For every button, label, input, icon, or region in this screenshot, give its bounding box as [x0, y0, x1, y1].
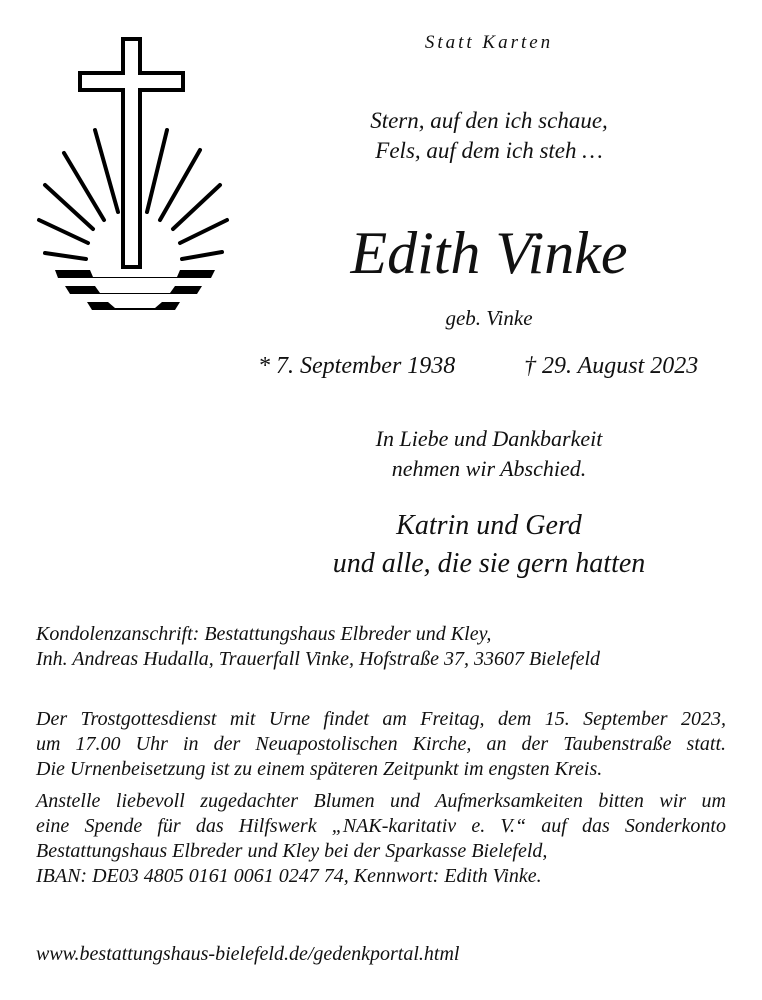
death-date: † 29. August 2023: [524, 353, 699, 379]
deceased-name: Edith Vinke: [350, 220, 628, 286]
service-line-2: um 17.00 Uhr in der Neuapostolischen Kirche, an der Taubenstraße statt.: [36, 733, 726, 755]
donation-line-3: Bestattungshaus Elbreder und Kley bei der Sparkasse Bielefeld,: [36, 840, 548, 862]
donation-line-1: Anstelle liebevoll zugedachter Blumen und Aufmerksamkeiten bitten wir um: [36, 790, 726, 812]
statt-karten: Statt Karten: [424, 32, 554, 53]
service-line-3: Die Urnenbeisetzung ist zu einem späteren Zeitpunkt im engsten Kreis.: [36, 758, 603, 780]
mourners-line-1: Katrin und Gerd: [396, 510, 582, 541]
donation-line-4: IBAN: DE03 4805 0161 0061 0247 74, Kennwort: Edith Vinke.: [36, 865, 542, 887]
mourners-line-2: und alle, die sie gern hatten: [332, 548, 646, 579]
donation-line-2: eine Spende für das Hilfswerk „NAK-karitativ e. V.“ auf das Sonderkonto: [36, 815, 726, 837]
cross-sun-logo-icon: [30, 30, 250, 320]
farewell-line-1: In Liebe und Dankbarkeit: [375, 426, 603, 451]
verse-line-1: Stern, auf den ich schaue,: [370, 108, 608, 133]
condolence-line-1: Kondolenzanschrift: Bestattungshaus Elbreder und Kley,: [36, 623, 492, 645]
birth-date: * 7. September 1938: [258, 353, 456, 379]
service-line-1: Der Trostgottesdienst mit Urne findet am Freitag, dem 15. September 2023,: [36, 708, 726, 730]
farewell-line-2: nehmen wir Abschied.: [391, 456, 587, 481]
website-link[interactable]: www.bestattungshaus-bielefeld.de/gedenkportal.html: [36, 943, 460, 965]
birth-name: geb. Vinke: [445, 306, 533, 330]
condolence-line-2: Inh. Andreas Hudalla, Trauerfall Vinke, Hofstraße 37, 33607 Bielefeld: [36, 648, 601, 670]
verse-line-2: Fels, auf dem ich steh …: [375, 138, 603, 163]
